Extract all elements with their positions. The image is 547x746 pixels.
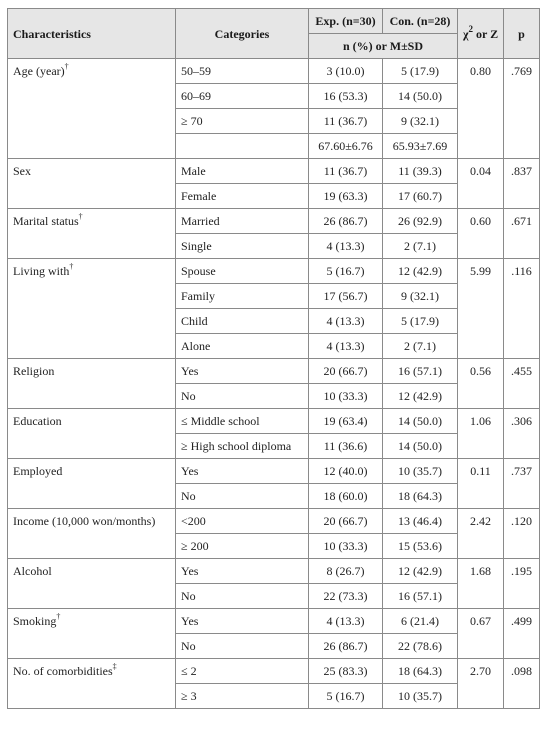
- category-cell: No: [176, 584, 309, 609]
- exp-value-cell: 12 (40.0): [309, 459, 383, 484]
- con-value-cell: 10 (35.7): [383, 684, 458, 709]
- con-value-cell: 14 (50.0): [383, 84, 458, 109]
- table-row: [8, 509, 540, 534]
- table-body: [8, 59, 540, 709]
- p-value-cell: .499: [504, 609, 540, 659]
- category-cell: 60–69: [176, 84, 309, 109]
- category-cell: ≤ Middle school: [176, 409, 309, 434]
- exp-value-cell: 5 (16.7): [309, 259, 383, 284]
- category-cell: No: [176, 384, 309, 409]
- statistic-cell: 0.60: [458, 209, 504, 259]
- exp-value-cell: 19 (63.4): [309, 409, 383, 434]
- category-cell: ≥ High school diploma: [176, 434, 309, 459]
- table-row: [8, 559, 540, 584]
- category-cell: ≥ 3: [176, 684, 309, 709]
- category-cell: Male: [176, 159, 309, 184]
- exp-value-cell: 10 (33.3): [309, 384, 383, 409]
- exp-value-cell: 3 (10.0): [309, 59, 383, 84]
- characteristic-cell: [8, 459, 176, 509]
- characteristic-cell: [8, 609, 176, 659]
- exp-value-cell: 25 (83.3): [309, 659, 383, 684]
- category-cell: Single: [176, 234, 309, 259]
- p-value-cell: .737: [504, 459, 540, 509]
- category-cell: Yes: [176, 459, 309, 484]
- con-value-cell: 18 (64.3): [383, 659, 458, 684]
- category-cell: Spouse: [176, 259, 309, 284]
- con-value-cell: 2 (7.1): [383, 334, 458, 359]
- exp-value-cell: 4 (13.3): [309, 609, 383, 634]
- con-value-cell: 65.93±7.69: [383, 134, 458, 159]
- p-value-cell: .769: [504, 59, 540, 159]
- category-cell: Family: [176, 284, 309, 309]
- con-value-cell: 11 (39.3): [383, 159, 458, 184]
- category-cell: ≤ 2: [176, 659, 309, 684]
- con-value-cell: 18 (64.3): [383, 484, 458, 509]
- characteristic-cell: [8, 209, 176, 259]
- p-value-cell: .098: [504, 659, 540, 709]
- exp-value-cell: 26 (86.7): [309, 634, 383, 659]
- header-characteristics: Characteristics: [8, 9, 176, 59]
- p-value-cell: .116: [504, 259, 540, 359]
- category-cell: ≥ 200: [176, 534, 309, 559]
- exp-value-cell: 20 (66.7): [309, 509, 383, 534]
- p-value-cell: .671: [504, 209, 540, 259]
- statistic-cell: 2.70: [458, 659, 504, 709]
- exp-value-cell: 26 (86.7): [309, 209, 383, 234]
- con-value-cell: 15 (53.6): [383, 534, 458, 559]
- exp-value-cell: 8 (26.7): [309, 559, 383, 584]
- table-row: [8, 159, 540, 184]
- characteristic-label: Sex: [13, 164, 31, 178]
- con-value-cell: 17 (60.7): [383, 184, 458, 209]
- table-row: [8, 409, 540, 434]
- footnote-mark: ‡: [112, 662, 117, 671]
- table-row: [8, 609, 540, 634]
- exp-value-cell: 18 (60.0): [309, 484, 383, 509]
- characteristic-cell: [8, 659, 176, 709]
- con-value-cell: 12 (42.9): [383, 259, 458, 284]
- table-header: [8, 9, 540, 59]
- characteristic-cell: [8, 359, 176, 409]
- con-value-cell: 2 (7.1): [383, 234, 458, 259]
- table-container: [7, 8, 540, 709]
- statistic-cell: 0.80: [458, 59, 504, 159]
- characteristic-label: Education: [13, 414, 62, 428]
- characteristic-cell: [8, 159, 176, 209]
- characteristics-table: [7, 8, 540, 709]
- con-value-cell: 9 (32.1): [383, 284, 458, 309]
- characteristic-label: Income (10,000 won/months): [13, 514, 156, 528]
- characteristic-label: Religion: [13, 364, 55, 378]
- header-chi-square: [458, 9, 504, 59]
- category-cell: Yes: [176, 359, 309, 384]
- con-value-cell: 5 (17.9): [383, 59, 458, 84]
- category-cell: Married: [176, 209, 309, 234]
- characteristic-cell: [8, 559, 176, 609]
- category-cell: Alone: [176, 334, 309, 359]
- footnote-mark: †: [69, 262, 74, 271]
- exp-value-cell: 4 (13.3): [309, 334, 383, 359]
- category-cell: No: [176, 484, 309, 509]
- category-cell: Yes: [176, 609, 309, 634]
- table-row: [8, 259, 540, 284]
- characteristic-label: Marital status: [13, 214, 79, 228]
- exp-value-cell: 22 (73.3): [309, 584, 383, 609]
- exp-value-cell: 4 (13.3): [309, 309, 383, 334]
- header-p: p: [504, 9, 540, 59]
- category-cell: 50–59: [176, 59, 309, 84]
- characteristic-label: Alcohol: [13, 564, 52, 578]
- con-value-cell: 10 (35.7): [383, 459, 458, 484]
- header-con-group: Con. (n=28): [383, 9, 458, 34]
- header-chi-suffix: or Z: [473, 26, 499, 41]
- con-value-cell: 22 (78.6): [383, 634, 458, 659]
- exp-value-cell: 67.60±6.76: [309, 134, 383, 159]
- exp-value-cell: 5 (16.7): [309, 684, 383, 709]
- characteristic-cell: [8, 409, 176, 459]
- con-value-cell: 16 (57.1): [383, 584, 458, 609]
- statistic-cell: 2.42: [458, 509, 504, 559]
- table-row: [8, 209, 540, 234]
- con-value-cell: 9 (32.1): [383, 109, 458, 134]
- statistic-cell: 1.68: [458, 559, 504, 609]
- category-cell: Child: [176, 309, 309, 334]
- con-value-cell: 13 (46.4): [383, 509, 458, 534]
- characteristic-label: Smoking: [13, 614, 57, 628]
- footnote-mark: †: [56, 612, 61, 621]
- statistic-cell: 5.99: [458, 259, 504, 359]
- footnote-mark: †: [64, 62, 69, 71]
- con-value-cell: 6 (21.4): [383, 609, 458, 634]
- header-categories: Categories: [176, 9, 309, 59]
- statistic-cell: 0.11: [458, 459, 504, 509]
- category-cell: [176, 134, 309, 159]
- exp-value-cell: 11 (36.7): [309, 109, 383, 134]
- p-value-cell: .837: [504, 159, 540, 209]
- characteristic-cell: [8, 509, 176, 559]
- exp-value-cell: 19 (63.3): [309, 184, 383, 209]
- header-exp-group: Exp. (n=30): [309, 9, 383, 34]
- exp-value-cell: 11 (36.7): [309, 159, 383, 184]
- category-cell: <200: [176, 509, 309, 534]
- statistic-cell: 0.04: [458, 159, 504, 209]
- exp-value-cell: 10 (33.3): [309, 534, 383, 559]
- category-cell: Yes: [176, 559, 309, 584]
- characteristic-label: Age (year): [13, 64, 65, 78]
- p-value-cell: .120: [504, 509, 540, 559]
- con-value-cell: 12 (42.9): [383, 384, 458, 409]
- statistic-cell: 0.56: [458, 359, 504, 409]
- p-value-cell: .455: [504, 359, 540, 409]
- table-row: [8, 659, 540, 684]
- statistic-cell: 0.67: [458, 609, 504, 659]
- characteristic-cell: [8, 59, 176, 159]
- header-chi-symbol: χ: [463, 26, 469, 41]
- header-n-percent: n (%) or M±SD: [309, 34, 458, 59]
- statistic-cell: 1.06: [458, 409, 504, 459]
- con-value-cell: 5 (17.9): [383, 309, 458, 334]
- category-cell: Female: [176, 184, 309, 209]
- table-row: [8, 59, 540, 84]
- con-value-cell: 12 (42.9): [383, 559, 458, 584]
- exp-value-cell: 20 (66.7): [309, 359, 383, 384]
- exp-value-cell: 17 (56.7): [309, 284, 383, 309]
- footnote-mark: †: [78, 212, 83, 221]
- header-chi-superscript: 2: [468, 23, 474, 34]
- characteristic-cell: [8, 259, 176, 359]
- table-row: [8, 359, 540, 384]
- exp-value-cell: 16 (53.3): [309, 84, 383, 109]
- p-value-cell: .195: [504, 559, 540, 609]
- con-value-cell: 26 (92.9): [383, 209, 458, 234]
- con-value-cell: 14 (50.0): [383, 409, 458, 434]
- exp-value-cell: 4 (13.3): [309, 234, 383, 259]
- p-value-cell: .306: [504, 409, 540, 459]
- characteristic-label: Employed: [13, 464, 63, 478]
- exp-value-cell: 11 (36.6): [309, 434, 383, 459]
- characteristic-label: Living with: [13, 264, 70, 278]
- table-row: [8, 459, 540, 484]
- con-value-cell: 16 (57.1): [383, 359, 458, 384]
- category-cell: No: [176, 634, 309, 659]
- characteristic-label: No. of comorbidities: [13, 664, 113, 678]
- con-value-cell: 14 (50.0): [383, 434, 458, 459]
- category-cell: ≥ 70: [176, 109, 309, 134]
